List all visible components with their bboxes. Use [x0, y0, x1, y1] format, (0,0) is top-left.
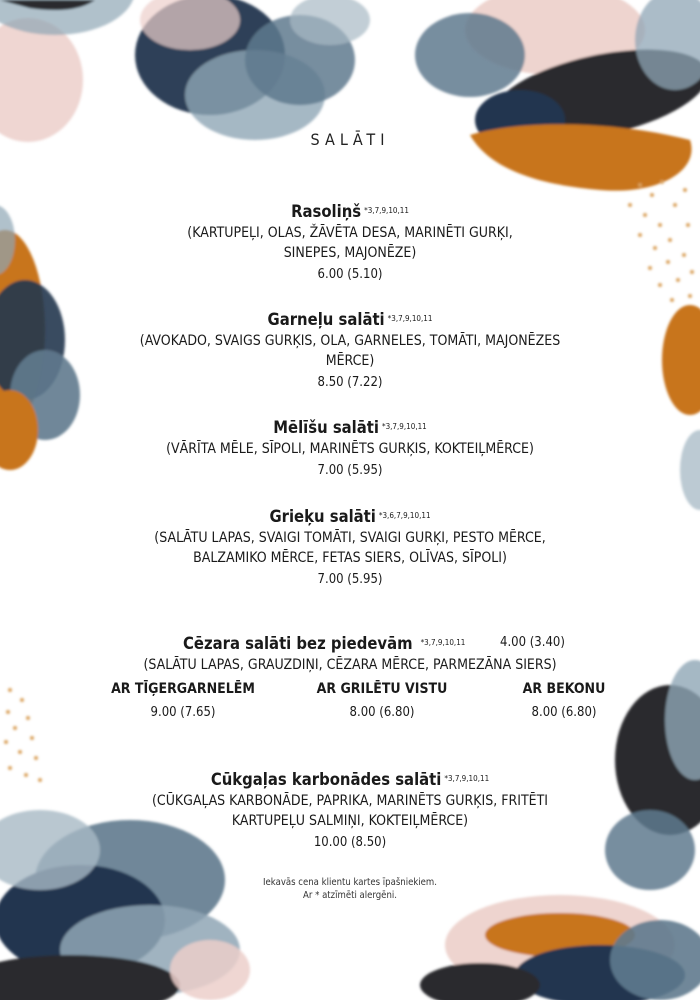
dish-description-line: (VĀRĪTA MĒLE, SĪPOLI, MARINĒTS GURĶIS, KOKTEIĻMĒRCE) — [166, 441, 534, 457]
dish-name: Cūkgaļas karbonādes salāti $^{*3,7,9,10,11}$ — [210, 770, 490, 789]
addon-label: AR TĪĢERGARNELĒM — [111, 681, 255, 697]
addon-grileta-vista — [282, 679, 482, 723]
dish-price: 8.50 (7.22) — [317, 375, 383, 390]
dish-price: 4.00 (3.40) — [500, 635, 565, 650]
dish-price: 6.00 (5.10) — [317, 267, 383, 282]
addon-label: AR BEKONU — [522, 681, 606, 697]
dish-description-line: BALZAMIKO MĒRCE, FETAS SIERS, OLĪVAS, SĪPOLI) — [193, 550, 507, 566]
allergen-codes: *3,7,9,10,11 — [420, 638, 466, 647]
addon-price: 8.00 (6.80) — [349, 705, 415, 720]
footnote-line: Iekavās cena klientu kartes īpašniekiem. — [263, 877, 437, 888]
dish-melisu-salati — [100, 416, 600, 481]
dish-name: Rasoliņš $^{*3,7,9,10,11}$ — [291, 202, 409, 221]
dish-cukgalas-karbonades-salati — [100, 768, 600, 853]
dish-name: Mēlīšu salāti $^{*3,7,9,10,11}$ — [273, 418, 427, 437]
footnote-line: Ar * atzīmēti alergēni. — [303, 890, 397, 901]
dish-name: Garneļu salāti $^{*3,7,9,10,11}$ — [267, 310, 433, 329]
addon-price: 9.00 (7.65) — [150, 705, 216, 720]
allergen-codes: *3,7,9,10,11 — [381, 422, 427, 431]
dish-description-line: (KARTUPEĻI, OLAS, ŽĀVĒTA DESA, MARINĒTI GURĶI, — [187, 225, 513, 241]
dish-garnelu-salati — [100, 308, 600, 393]
dish-description-line: MĒRCE) — [325, 353, 375, 369]
dish-description-line: KARTUPEĻU SALMIŅI, KOKTEIĻMĒRCE) — [231, 813, 469, 829]
footnote — [150, 876, 550, 902]
addon-bekons — [464, 679, 664, 723]
section-title: SALĀTI — [310, 130, 390, 149]
dish-description-line: (SALĀTU LAPAS, GRAUZDIŅI, CĒZARA MĒRCE, PARMEZĀNA SIERS) — [143, 657, 557, 673]
addon-label: AR GRILĒTU VISTU — [316, 681, 448, 697]
addon-tigergarneles — [83, 679, 283, 723]
addon-price: 8.00 (6.80) — [531, 705, 597, 720]
dish-cezara-salati — [0, 632, 700, 654]
dish-description-line: (AVOKADO, SVAIGS GURĶIS, OLA, GARNELES, TOMĀTI, MAJONĒZES — [139, 333, 561, 349]
dish-price: 7.00 (5.95) — [317, 463, 383, 478]
dish-rasolins — [100, 200, 600, 285]
dish-description-line: SINEPES, MAJONĒZE) — [283, 245, 417, 261]
allergen-codes: *3,7,9,10,11 — [364, 206, 409, 215]
dish-description-line: (CŪKGAĻAS KARBONĀDE, PAPRIKA, MARINĒTS GURĶIS, FRITĒTI — [151, 793, 549, 809]
allergen-codes: *3,7,9,10,11 — [387, 314, 433, 323]
allergen-codes: *3,7,9,10,11 — [444, 774, 490, 783]
dish-description-line: (SALĀTU LAPAS, SVAIGI TOMĀTI, SVAIGI GURĶI, PESTO MĒRCE, — [154, 530, 546, 546]
allergen-codes: *3,6,7,9,10,11 — [378, 511, 431, 520]
dish-name: Cēzara salāti bez piedevām $^{*3,7,9,10,11}$ — [183, 634, 466, 653]
dish-price: 7.00 (5.95) — [317, 572, 383, 587]
dish-name: Grieķu salāti $^{*3,6,7,9,10,11}$ — [269, 507, 431, 526]
dish-price: 10.00 (8.50) — [313, 835, 387, 850]
dish-grieku-salati — [100, 505, 600, 590]
